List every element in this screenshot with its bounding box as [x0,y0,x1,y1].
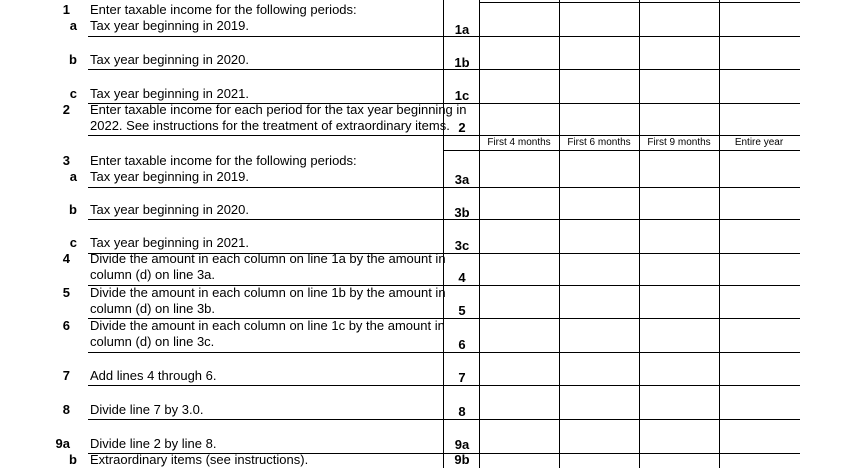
input-cell-5-col-b[interactable] [560,286,638,317]
line-label: 9a [454,437,470,452]
row-divider [88,285,443,286]
input-cell-9a-col-b[interactable] [560,420,638,452]
line-number: 7 [62,368,70,383]
line-text: column (d) on line 3a. [90,267,216,282]
input-cell-7-col-d[interactable] [720,353,798,384]
input-cell-3b-col-a[interactable] [480,188,558,218]
line-number: 8 [62,402,70,417]
line-text: Divide line 2 by line 8. [90,436,217,451]
line-number: 2 [62,102,70,117]
line-number: 3 [62,153,70,168]
input-cell-6-col-c[interactable] [640,319,718,351]
column-header-first-9-months: First 9 months [647,137,711,148]
row-divider [88,135,443,136]
input-cell-1a-col-a[interactable] [480,3,558,35]
line-text: Tax year beginning in 2020. [90,202,250,217]
input-cell-4-col-c[interactable] [640,254,718,284]
line-text: column (d) on line 3c. [90,334,215,349]
line-label: 6 [458,337,466,352]
input-cell-2-col-a[interactable] [480,104,558,134]
input-cell-5-col-c[interactable] [640,286,718,317]
input-cell-7-col-b[interactable] [560,353,638,384]
input-cell-9a-col-d[interactable] [720,420,798,452]
input-cell-3a-col-d[interactable] [720,151,798,186]
input-cell-3b-col-d[interactable] [720,188,798,218]
line-label: 1a [454,22,470,37]
input-cell-6-col-a[interactable] [480,319,558,351]
input-cell-4-col-d[interactable] [720,254,798,284]
label-column-left-border [443,0,444,468]
input-cell-9b-col-c[interactable] [640,454,718,468]
grid-row-line [443,135,800,136]
input-cell-9a-col-c[interactable] [640,420,718,452]
line-text: Tax year beginning in 2021. [90,86,250,101]
input-cell-8-col-c[interactable] [640,386,718,418]
line-text: Divide the amount in each column on line 1a by the amount in [90,251,446,266]
line-text: Tax year beginning in 2019. [90,18,250,33]
input-cell-5-col-a[interactable] [480,286,558,317]
line-number: 4 [62,251,70,266]
row-divider [88,103,443,104]
input-cell-9b-col-d[interactable] [720,454,798,468]
input-cell-3a-col-c[interactable] [640,151,718,186]
row-divider [88,36,443,37]
line-text: Tax year beginning in 2020. [90,52,250,67]
input-cell-3c-col-c[interactable] [640,220,718,252]
line-number: 5 [62,285,70,300]
line-text: Tax year beginning in 2019. [90,169,250,184]
row-divider [88,219,443,220]
line-text: column (d) on line 3b. [90,301,216,316]
line-label: 3a [454,172,470,187]
input-cell-3b-col-b[interactable] [560,188,638,218]
input-cell-8-col-a[interactable] [480,386,558,418]
line-label: 1b [454,55,470,70]
row-divider [88,69,443,70]
input-cell-1b-col-a[interactable] [480,37,558,68]
input-cell-2-col-b[interactable] [560,104,638,134]
row-divider [88,187,443,188]
input-cell-2-col-d[interactable] [720,104,798,134]
line-text: Divide line 7 by 3.0. [90,402,204,417]
line-text: Divide the amount in each column on line 1c by the amount in [90,318,445,333]
line-number: 9a [55,436,70,451]
input-cell-1c-col-a[interactable] [480,70,558,102]
row-divider [88,385,443,386]
line-label: 4 [458,270,466,285]
line-sub-letter: c [69,86,77,101]
line-label: 8 [458,404,466,419]
line-text: 2022. See instructions for the treatment of extraordinary items. [90,118,450,133]
line-text: Tax year beginning in 2021. [90,235,250,250]
line-sub-letter: a [69,18,77,33]
line-number: 1 [62,2,70,17]
input-cell-1a-col-d[interactable] [720,3,798,35]
line-label: 5 [458,303,466,318]
line-label: 2 [458,120,466,135]
line-text: Add lines 4 through 6. [90,368,217,383]
input-cell-1c-col-b[interactable] [560,70,638,102]
input-cell-2-col-c[interactable] [640,104,718,134]
line-text: Divide the amount in each column on line 1b by the amount in [90,285,446,300]
line-number: 6 [62,318,70,333]
input-cell-1b-col-b[interactable] [560,37,638,68]
line-text: Extraordinary items (see instructions). [90,452,309,467]
input-cell-1c-col-d[interactable] [720,70,798,102]
input-cell-3c-col-d[interactable] [720,220,798,252]
input-cell-8-col-b[interactable] [560,386,638,418]
input-cell-1a-col-b[interactable] [560,3,638,35]
line-sub-letter: a [69,169,77,184]
row-divider [88,419,443,420]
column-header-first-6-months: First 6 months [567,137,631,148]
line-text: Enter taxable income for the following periods: [90,153,357,168]
line-label: 9b [454,452,470,467]
input-cell-1b-col-d[interactable] [720,37,798,68]
input-cell-3a-col-b[interactable] [560,151,638,186]
input-cell-3c-col-b[interactable] [560,220,638,252]
input-cell-6-col-d[interactable] [720,319,798,351]
line-label: 7 [458,370,466,385]
input-cell-8-col-d[interactable] [720,386,798,418]
input-cell-5-col-d[interactable] [720,286,798,317]
input-cell-3b-col-c[interactable] [640,188,718,218]
row-divider [88,253,443,254]
line-label: 3c [454,238,470,253]
input-cell-7-col-c[interactable] [640,353,718,384]
input-cell-9b-col-a[interactable] [480,454,558,468]
row-divider [88,318,443,319]
row-divider [88,352,443,353]
input-cell-1b-col-c[interactable] [640,37,718,68]
input-cell-1c-col-c[interactable] [640,70,718,102]
line-sub-letter: c [69,235,77,250]
column-header-first-4-months: First 4 months [487,137,551,148]
line-label: 3b [454,205,470,220]
column-header-entire-year: Entire year [734,137,784,148]
input-cell-7-col-a[interactable] [480,353,558,384]
input-cell-4-col-b[interactable] [560,254,638,284]
input-cell-3c-col-a[interactable] [480,220,558,252]
line-sub-letter: b [69,452,77,467]
input-cell-4-col-a[interactable] [480,254,558,284]
line-label: 1c [454,88,470,103]
input-cell-9b-col-b[interactable] [560,454,638,468]
input-cell-3a-col-a[interactable] [480,151,558,186]
row-divider [88,453,443,454]
input-cell-1a-col-c[interactable] [640,3,718,35]
line-text: Enter taxable income for the following periods: [90,2,357,17]
line-text: Enter taxable income for each period for the tax year beginning in [90,102,467,117]
input-cell-6-col-b[interactable] [560,319,638,351]
line-sub-letter: b [69,202,77,217]
input-cell-9a-col-a[interactable] [480,420,558,452]
line-sub-letter: b [69,52,77,67]
